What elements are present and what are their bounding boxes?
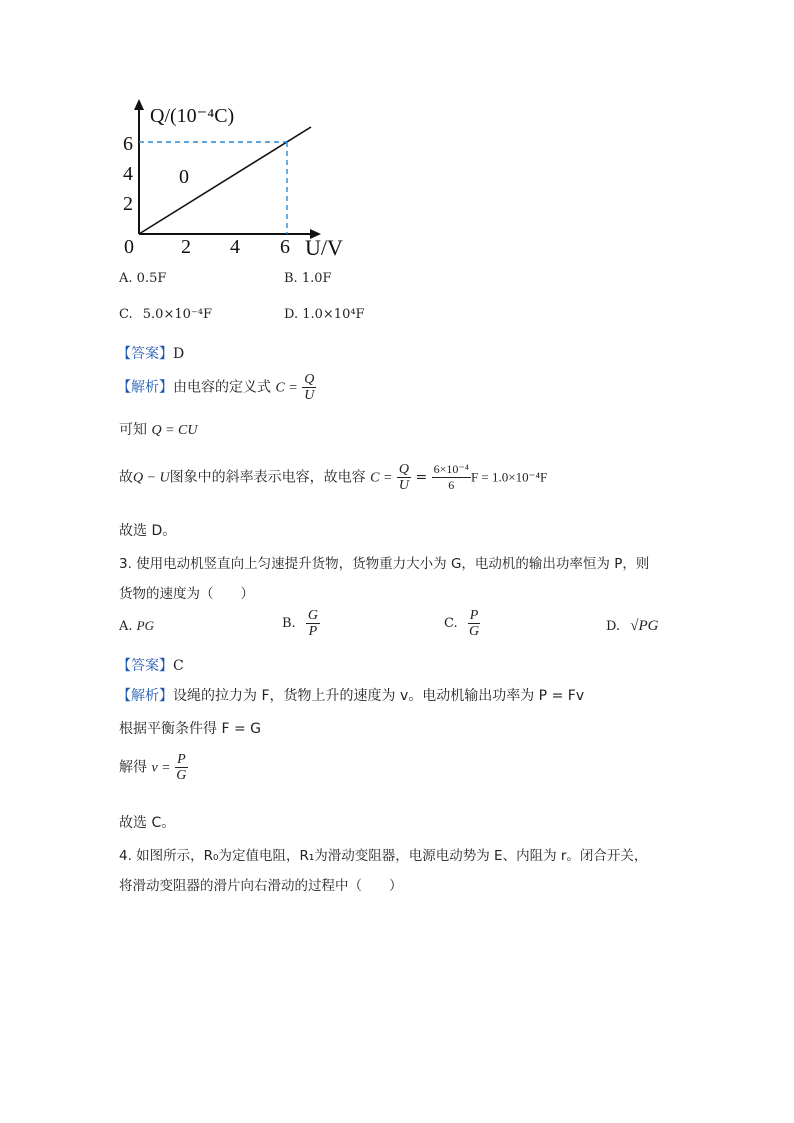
inner-label: 0 [179,166,189,188]
answer-value: C [173,658,184,674]
x-tick-2: 2 [181,236,191,258]
analysis-text: 设绳的拉力为 F，货物上升的速度为 v。电动机输出功率为 P = Fv [173,688,585,704]
y-axis-label: Q/(10⁻⁴C) [150,105,235,127]
x-axis-label: U/V [305,235,343,260]
origin-label: 0 [124,236,134,258]
analysis-text: 可知 [119,422,147,438]
q2-conclusion: 故选 D。 [119,523,177,539]
q3-option-a[interactable] [119,618,154,634]
q3-answer-line [117,655,184,675]
option-letter: B. [284,271,298,286]
option-letter: D. [284,307,299,322]
frac-num: Q [398,462,409,477]
formula-lhs: C = [275,380,298,396]
fraction-q-over-u [302,372,316,403]
formula: Q = CU [151,423,198,438]
analysis-text: 由电容的定义式 [173,379,271,396]
analysis-text: 故 [119,469,133,486]
q2-analysis-line3 [119,462,547,493]
q-u-graph [115,95,365,265]
q2-option-c[interactable] [119,307,212,322]
option-text: 1.0F [301,271,332,286]
q3-analysis-line3 [119,752,188,783]
result: F = 1.0×10⁻⁴F [470,469,548,485]
option-text: 1.0×10⁴F [302,307,365,322]
q2-option-d[interactable] [284,307,365,322]
q3-option-d[interactable] [606,618,658,635]
q4-stem-line1: 4. 如图所示，R₀为定值电阻，R₁为滑动变阻器，电源电动势为 E、内阻为 r。闭合开关， [119,848,648,864]
equals: = [415,469,428,486]
q3-analysis-line1 [117,685,584,705]
option-letter: C. [444,616,458,631]
option-text: 5.0×10⁻⁴F [142,307,212,322]
frac-den: G [468,624,480,639]
analysis-tag: 【解析】 [117,688,173,704]
fraction-q-over-u [397,462,411,493]
analysis-tag: 【解析】 [117,379,173,396]
y-tick-2: 2 [123,193,133,215]
q2-analysis-line1 [117,372,316,403]
frac-den: 6 [448,478,455,492]
x-tick-4: 4 [230,236,240,258]
option-letter: B. [282,616,296,631]
option-fraction [468,608,481,639]
frac-den: G [176,768,187,783]
answer-tag: 【答案】 [117,658,173,674]
frac-den: P [308,624,318,639]
frac-num: Q [304,372,315,387]
option-fraction [306,608,320,639]
formula-lhs: C = [370,470,393,486]
option-text: PG [136,618,155,633]
fraction-p-over-g [175,752,188,783]
y-tick-6: 6 [123,133,133,155]
q2-option-a[interactable] [119,271,166,286]
q3-stem-line2: 货物的速度为（ ） [119,586,254,602]
option-letter: A. [119,271,133,286]
option-text: √PG [630,618,659,634]
frac-num: P [177,752,186,767]
y-axis-arrow [134,99,144,110]
q3-stem-line1: 3. 使用电动机竖直向上匀速提升货物，货物重力大小为 G，电动机的输出功率恒为 P，则 [119,556,650,572]
frac-den: U [398,478,409,493]
answer-value: D [173,346,185,362]
formula-lhs: v = [151,760,171,776]
q3-option-b[interactable] [282,608,320,639]
frac-num: G [307,608,318,623]
q2-option-b[interactable] [284,271,332,286]
q3-conclusion: 故选 C。 [119,815,176,831]
q3-analysis-line2: 根据平衡条件得 F = G [119,721,261,737]
option-letter: C. [119,307,133,322]
fraction-value [432,462,471,493]
frac-num: 6×10⁻⁴ [433,462,469,476]
analysis-text: 图象中的斜率表示电容，故电容 [169,469,366,486]
x-tick-6: 6 [280,236,290,258]
option-letter: A. [119,619,133,634]
q4-stem-line2: 将滑动变阻器的滑片向右滑动的过程中（ ） [119,878,403,894]
analysis-text: 解得 [119,759,147,776]
frac-den: U [304,388,315,403]
q-u-line [139,127,311,234]
q2-answer-line [117,343,184,363]
formula: Q − U [133,470,170,486]
y-tick-4: 4 [123,163,133,185]
option-letter: D. [606,619,621,634]
answer-tag: 【答案】 [117,346,173,362]
q2-analysis-line2 [119,419,197,439]
frac-num: P [469,608,479,623]
q3-option-c[interactable] [444,608,480,639]
option-text: 0.5F [136,271,167,286]
